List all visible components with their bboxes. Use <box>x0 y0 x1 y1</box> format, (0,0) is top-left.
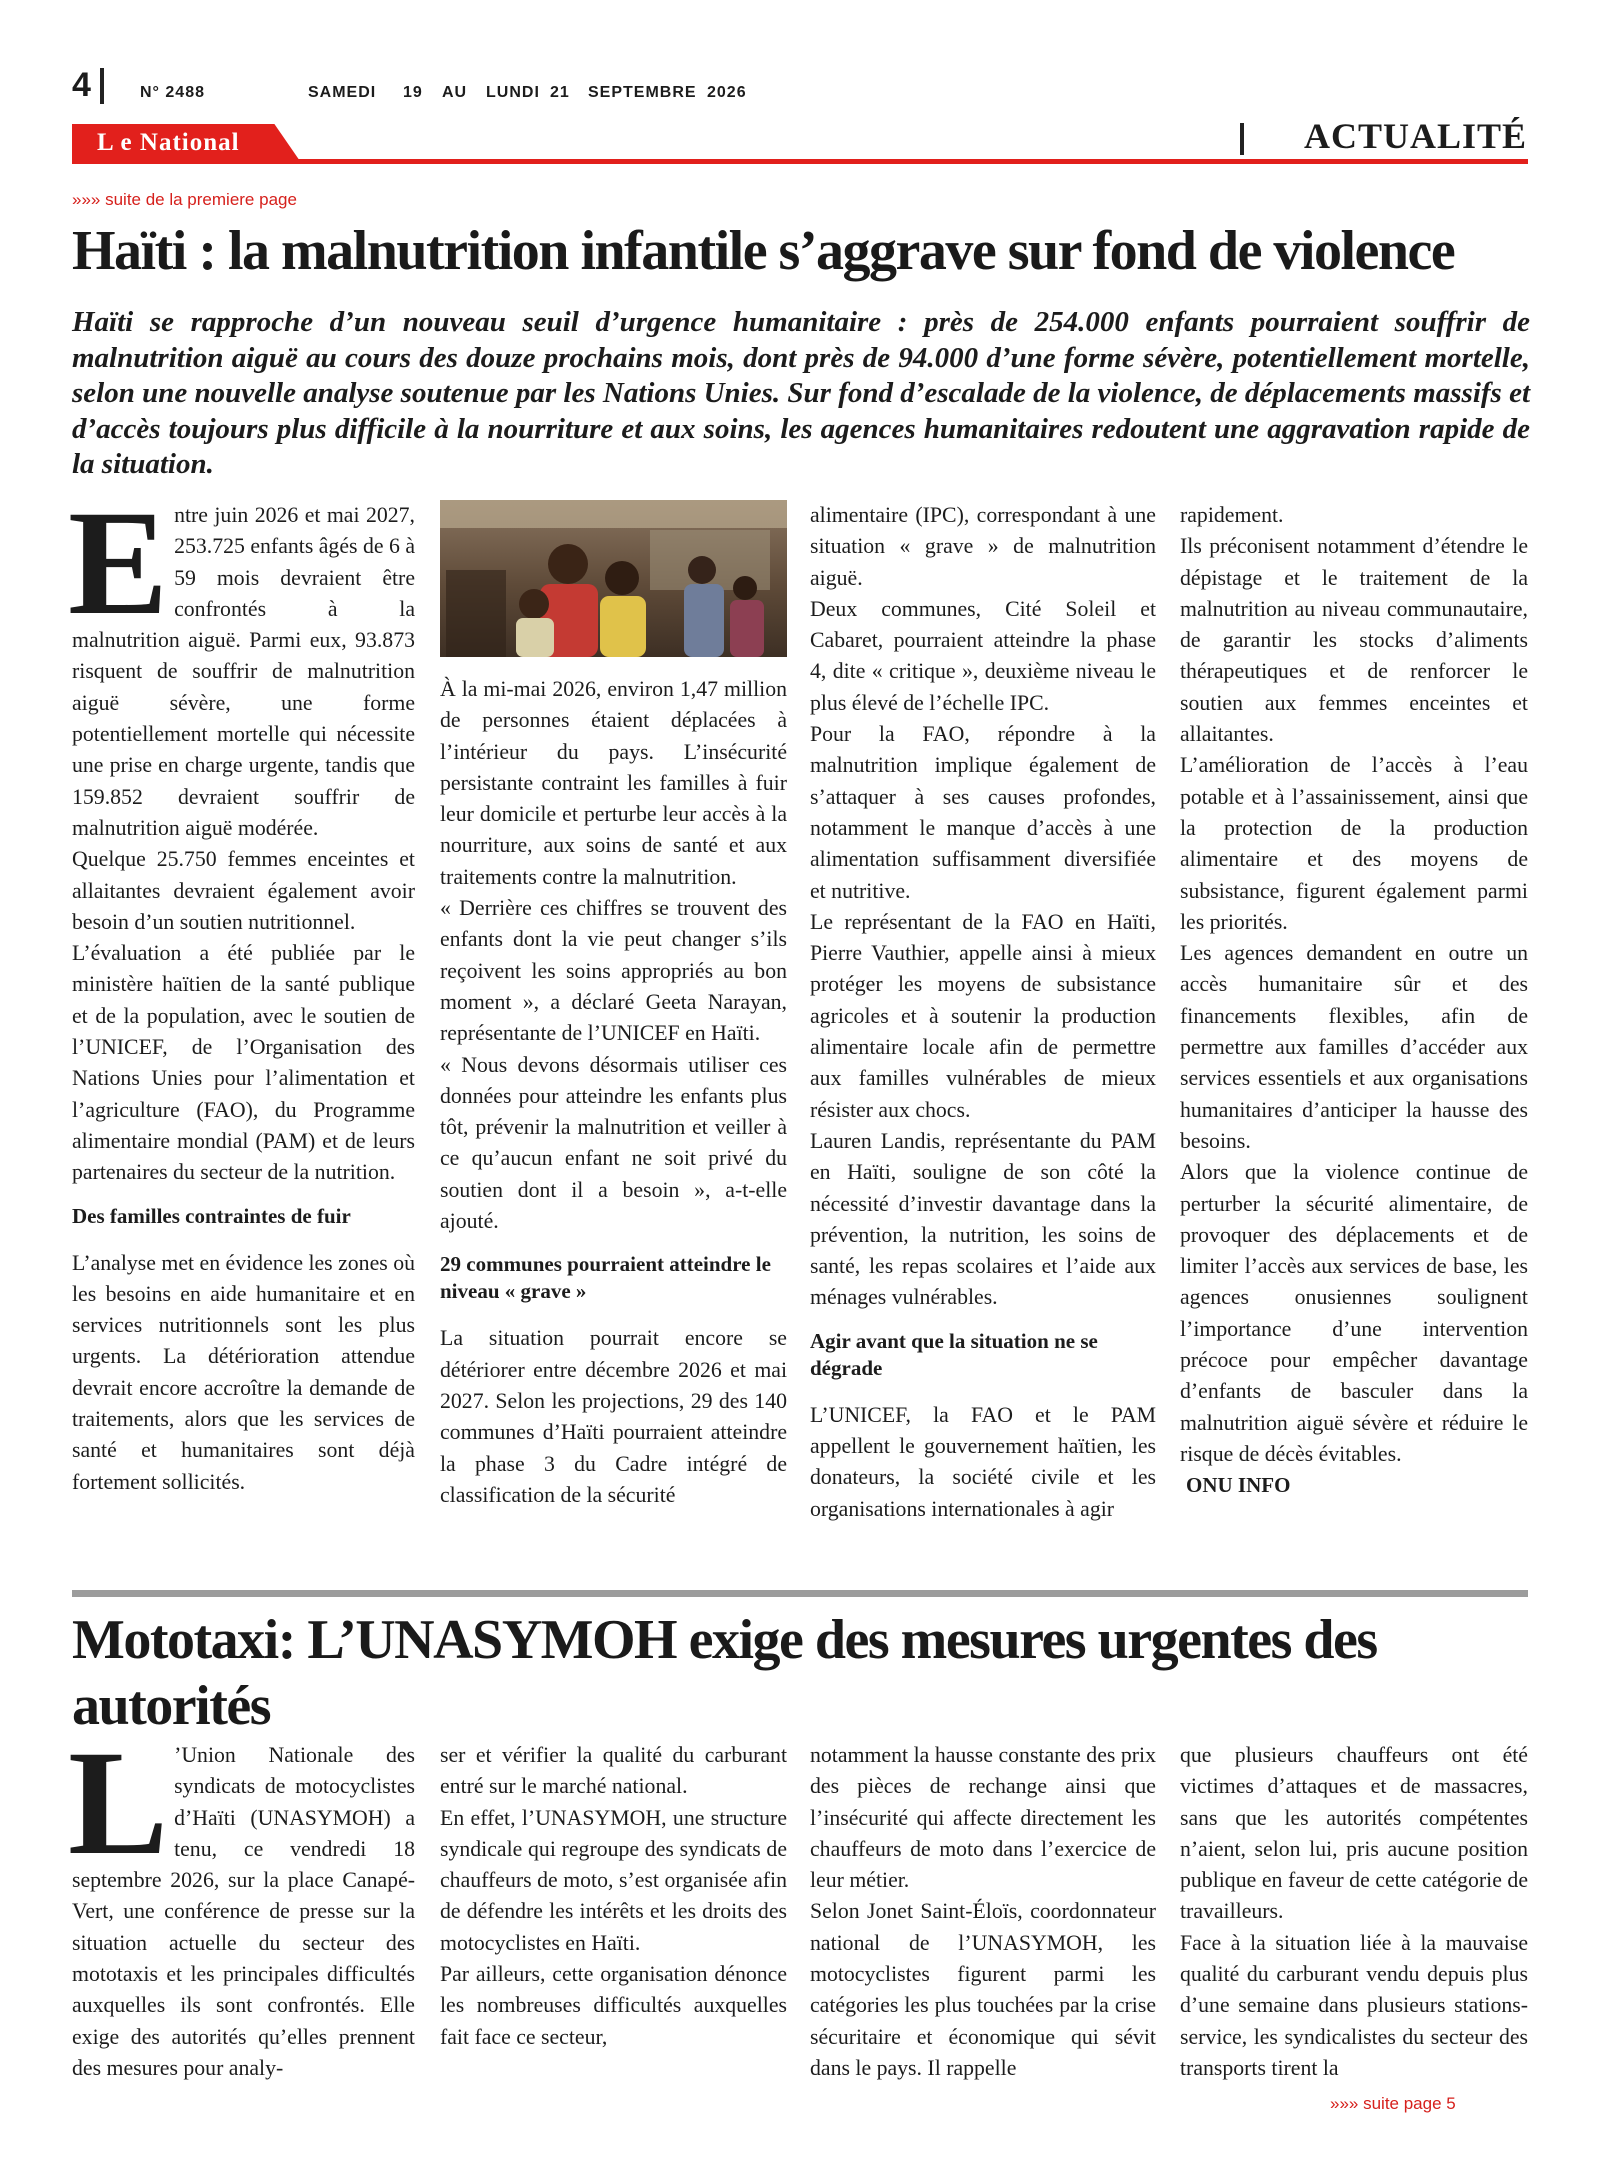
paragraph: Ils préconisent notamment d’étendre le dépistage et le traitement de la malnutrition au niveau communautaire, de garantir les stocks d’aliments thérapeutiques et de renforcer le soutien aux femmes enceintes et allaitantes. <box>1180 534 1528 747</box>
article-divider <box>72 1590 1528 1597</box>
article1-column-2 <box>440 674 787 1511</box>
date-au: AU <box>442 84 468 101</box>
paragraph: Les agences demandent en outre un accès humanitaire sûr et des financements flexibles, afin de permettre aux familles d’accéder aux services essentiels et aux organisations humanitaires d’anticiper la hausse des besoins. <box>1180 941 1528 1153</box>
subheading: Des familles contraintes de fuir <box>72 1203 351 1228</box>
subheading: Agir avant que la situation ne se dégrade <box>810 1328 1098 1380</box>
paragraph: La situation pourrait encore se détériorer entre décembre 2026 et mai 2027. Selon les projections, 29 des 140 communes d’Haïti pourraient atteindre la phase 3 du Cadre intégré de classification de la sécurité <box>440 1326 787 1507</box>
section-title: ACTUALITÉ <box>1304 116 1528 156</box>
paragraph: ’Union Nationale des syndicats de motocyclistes d’Haïti (UNASYMOH) a tenu, ce vendredi 18 septembre 2026, sur la place Canapé-Vert, une conférence de presse sur la situation actuelle du secteur des mototaxis et les principales difficultés auxquelles ils sont confrontés. Elle exige des autorités qu’elles prennent des mesures pour analy- <box>72 1743 415 2080</box>
date-day1: SAMEDI <box>308 84 377 101</box>
paragraph: notamment la hausse constante des prix des pièces de rechange ainsi que l’insécurité qui affecte directement les chauffeurs de moto dans l’exercice de leur métier. <box>810 1743 1156 1893</box>
header-rule <box>72 159 1528 164</box>
paragraph: Pour la FAO, répondre à la malnutrition implique également de s’attaquer à ses causes profondes, notamment le manque d’accès à une alimentation suffisamment diversifiée et nutritive. <box>810 722 1156 903</box>
continuation-note: »»» suite de la premiere page <box>72 190 297 209</box>
date-day2: LUNDI <box>486 84 540 101</box>
paragraph: Face à la situation liée à la mauvaise qualité du carburant vendu depuis plus d’une semaine dans plusieurs stations-service, les syndicalistes du secteur des transports tirent la <box>1180 1930 1528 2080</box>
article2-column-1 <box>68 1720 415 2084</box>
article2-column-3 <box>810 1740 1156 2084</box>
paragraph: L’UNICEF, la FAO et le PAM appellent le gouvernement haïtien, les donateurs, la société civile et les organisations internationales à agir <box>810 1402 1156 1521</box>
date-d2: 21 <box>550 84 570 101</box>
article2-column-2 <box>440 1740 787 2053</box>
issue-number: N° 2488 <box>140 84 205 101</box>
article1-photo <box>440 500 787 657</box>
article1-column-3 <box>810 500 1156 1525</box>
paragraph: À la mi-mai 2026, environ 1,47 million de personnes étaient déplacées à l’intérieur du pays. L’insécurité persistante contraint les familles à fuir leur domicile et perturbe leur accès à la nourriture, aux soins de santé et aux traitements contre la malnutrition. <box>440 677 787 889</box>
paragraph: L’évaluation a été publiée par le ministère haïtien de la santé publique et de la population, avec le soutien de l’UNICEF, de l’Organisation des Nations Unies pour l’alimentation et l’agriculture (FAO), du Programme alimentaire mondial (PAM) et de leurs partenaires du secteur de la nutrition. <box>72 941 415 1185</box>
paragraph: L’analyse met en évidence les zones où les besoins en aide humanitaire et en services nutritionnels sont les plus urgents. La détérioration attendue devrait encore accroître la demande de traitements, alors que les services de santé et humanitaires sont déjà fortement sollicités. <box>72 1250 415 1494</box>
dropcap: E <box>68 480 169 646</box>
paragraph: Le représentant de la FAO en Haïti, Pierre Vauthier, appelle ainsi à mieux protéger les moyens de subsistance agricoles et à soutenir la production alimentaire locale afin de permettre aux familles vulnérables de mieux résister aux chocs. <box>810 909 1156 1122</box>
section-divider <box>1240 123 1244 155</box>
photo-illustration <box>440 500 787 657</box>
paragraph: Selon Jonet Saint-Éloïs, coordonnateur national de l’UNASYMOH, les motocyclistes figurent parmi les catégories les plus touchées par la crise sécuritaire et économique qui sévit dans le pays. Il rappelle <box>810 1899 1156 2080</box>
paragraph: alimentaire (IPC), correspondant à une situation « grave » de malnutrition aiguë. <box>810 503 1156 590</box>
paragraph: rapidement. <box>1180 503 1284 527</box>
dropcap: L <box>68 1720 169 1886</box>
article1-column-1 <box>68 480 415 1498</box>
continued-note: »»» suite page 5 <box>1330 2094 1456 2113</box>
brand-name: L e National <box>97 129 240 156</box>
paragraph: Alors que la violence continue de perturber la sécurité alimentaire, de provoquer des déplacements et de limiter l’accès aux services de base, les agences onusiennes soulignent l’importance d’une intervention précoce pour empêcher davantage d’enfants de basculer dans la malnutrition aiguë sévère et réduire le risque de décès évitables. <box>1180 1160 1528 1466</box>
paragraph: « Derrière ces chiffres se trouvent des enfants dont la vie peut changer s’ils reçoivent les soins appropriés au bon moment », a déclaré Geeta Narayan, représentante de l’UNICEF en Haïti. <box>440 896 787 1046</box>
article1-lead: Haïti se rapproche d’un nouveau seuil d’urgence humanitaire : près de 254.000 enfants pourraient souffrir de malnutrition aiguë au cours des douze prochains mois, dont près de 94.000 d’une forme sévère, potentiellement mortelle, selon une nouvelle analyse soutenue par les Nations Unies. Sur fond d’escalade de la violence, de déplacements massifs et d’accès toujours plus difficile à la nourriture et aux soins, les agences humanitaires redoutent une aggravation rapide de la situation. <box>72 306 1531 480</box>
paragraph: ser et vérifier la qualité du carburant entré sur le marché national. <box>440 1743 787 1799</box>
date-month: SEPTEMBRE <box>588 84 697 101</box>
paragraph: que plusieurs chauffeurs ont été victimes d’attaques et de massacres, sans que les autorités compétentes n’aient, selon lui, pris aucune position publique en faveur de cette catégorie de travailleurs. <box>1180 1743 1528 1924</box>
paragraph: Deux communes, Cité Soleil et Cabaret, pourraient atteindre la phase 4, dite « critique », deuxième niveau le plus élevé de l’échelle IPC. <box>810 596 1156 715</box>
article1-headline: Haïti : la malnutrition infantile s’aggrave sur fond de violence <box>72 220 1455 282</box>
paragraph: En effet, l’UNASYMOH, une structure syndicale qui regroupe des syndicats de chauffeurs de moto, s’est organisée afin de défendre les intérêts et les droits des motocyclistes en Haïti. <box>440 1805 787 1955</box>
paragraph: « Nous devons désormais utiliser ces données pour atteindre les enfants plus tôt, prévenir la malnutrition et veiller à ce qu’aucun enfant ne soit privé du soutien dont il a besoin », a-t-elle ajouté. <box>440 1052 787 1234</box>
page-number-divider <box>100 68 104 104</box>
paragraph: Par ailleurs, cette organisation dénonce les nombreuses difficultés auxquelles fait face ce secteur, <box>440 1962 787 2049</box>
subheading: 29 communes pourraient atteindre le niveau « grave » <box>440 1252 771 1304</box>
page-number: 4 <box>72 66 91 104</box>
date-year: 2026 <box>707 84 747 101</box>
paragraph: Lauren Landis, représentante du PAM en Haïti, souligne de son côté la nécessité d’investir davantage dans la prévention, la nutrition, les soins de santé, les repas scolaires et l’aide aux ménages vulnérables. <box>810 1128 1156 1310</box>
article2-column-4 <box>1180 1740 1528 2084</box>
paragraph: ntre juin 2026 et mai 2027, 253.725 enfants âgés de 6 à 59 mois devraient être confrontés à la malnutrition aiguë. Parmi eux, 93.873 risquent de souffrir de malnutrition aiguë sévère, une forme potentiellement mortelle qui nécessite une prise en charge urgente, tandis que 159.852 devraient souffrir de malnutrition aiguë modérée. <box>72 503 415 840</box>
paragraph: L’amélioration de l’accès à l’eau potable et à l’assainissement, ainsi que la protection de la production alimentaire et des moyens de subsistance, figurent également parmi les priorités. <box>1180 753 1528 934</box>
paragraph: Quelque 25.750 femmes enceintes et allaitantes devraient également avoir besoin d’un soutien nutritionnel. <box>72 847 415 934</box>
article1-column-4 <box>1180 500 1528 1502</box>
article-signature: ONU INFO <box>1186 1473 1291 1498</box>
date-d1: 19 <box>403 84 423 101</box>
article2-headline: Mototaxi: L’UNASYMOH exige des mesures urgentes des autorités <box>72 1609 1377 1737</box>
